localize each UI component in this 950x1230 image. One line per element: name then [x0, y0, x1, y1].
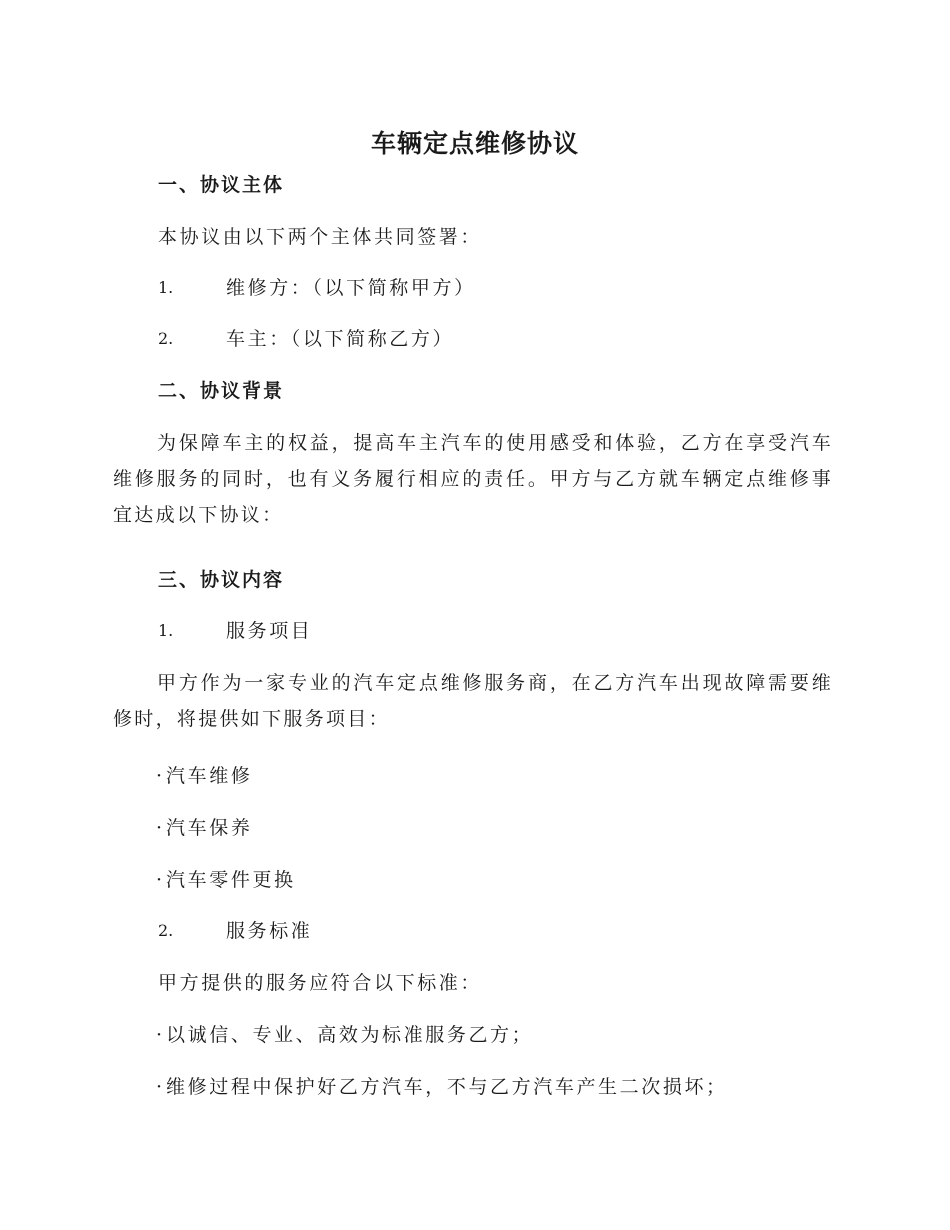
section1-intro: 本协议由以下两个主体共同签署：: [158, 226, 483, 248]
bullet-dot-icon: ·: [156, 1024, 163, 1046]
content-item-1-text: 服务项目: [226, 620, 313, 642]
standard-bullet-2-text: 维修过程中保护好乙方汽车，不与乙方汽车产生二次损坏；: [166, 1076, 728, 1098]
bullet-dot-icon: ·: [156, 869, 163, 891]
content-item-2-text: 服务标准: [226, 920, 313, 942]
document-title: 车辆定点维修协议: [370, 129, 579, 158]
party-item-2-text: 车主：（以下简称乙方）: [226, 328, 455, 350]
service-bullet-3-text: 汽车零件更换: [166, 869, 296, 891]
content-item-1-number: 1.: [158, 621, 174, 640]
content-item-1: [158, 617, 558, 645]
content-item-2: [158, 917, 558, 945]
service-bullet-3: [156, 866, 296, 894]
service-bullet-2: [156, 814, 252, 842]
standard-bullet-1: [156, 1021, 533, 1049]
section1-heading: 一、协议主体: [158, 174, 285, 196]
bullet-dot-icon: ·: [156, 1076, 163, 1098]
bullet-dot-icon: ·: [156, 817, 163, 839]
party-item-2: [158, 325, 558, 353]
party-item-1-number: 1.: [158, 278, 174, 297]
service-standards-intro: 甲方提供的服务应符合以下标准：: [158, 972, 483, 994]
section2-heading: 二、协议背景: [158, 380, 285, 402]
service-bullet-2-text: 汽车保养: [166, 817, 253, 839]
service-bullet-1-text: 汽车维修: [166, 765, 253, 787]
bullet-dot-icon: ·: [156, 765, 163, 787]
section2-paragraph: 为保障车主的权益，提高车主汽车的使用感受和体验，乙方在享受汽车维修服务的同时，也有义务履行相应的责任。甲方与乙方就车辆定点维修事宜达成以下协议：: [113, 432, 833, 526]
service-items-paragraph: 甲方作为一家专业的汽车定点维修服务商，在乙方汽车出现故障需要维修时，将提供如下服务项目：: [113, 672, 833, 730]
content-item-2-number: 2.: [158, 921, 174, 940]
party-item-2-number: 2.: [158, 329, 174, 348]
party-item-1: [158, 274, 558, 302]
service-bullet-1: [156, 762, 252, 790]
party-item-1-text: 维修方：（以下简称甲方）: [226, 277, 476, 299]
section3-heading: 三、协议内容: [158, 569, 285, 591]
standard-bullet-2: [156, 1073, 728, 1101]
standard-bullet-1-text: 以诚信、专业、高效为标准服务乙方；: [166, 1024, 534, 1046]
